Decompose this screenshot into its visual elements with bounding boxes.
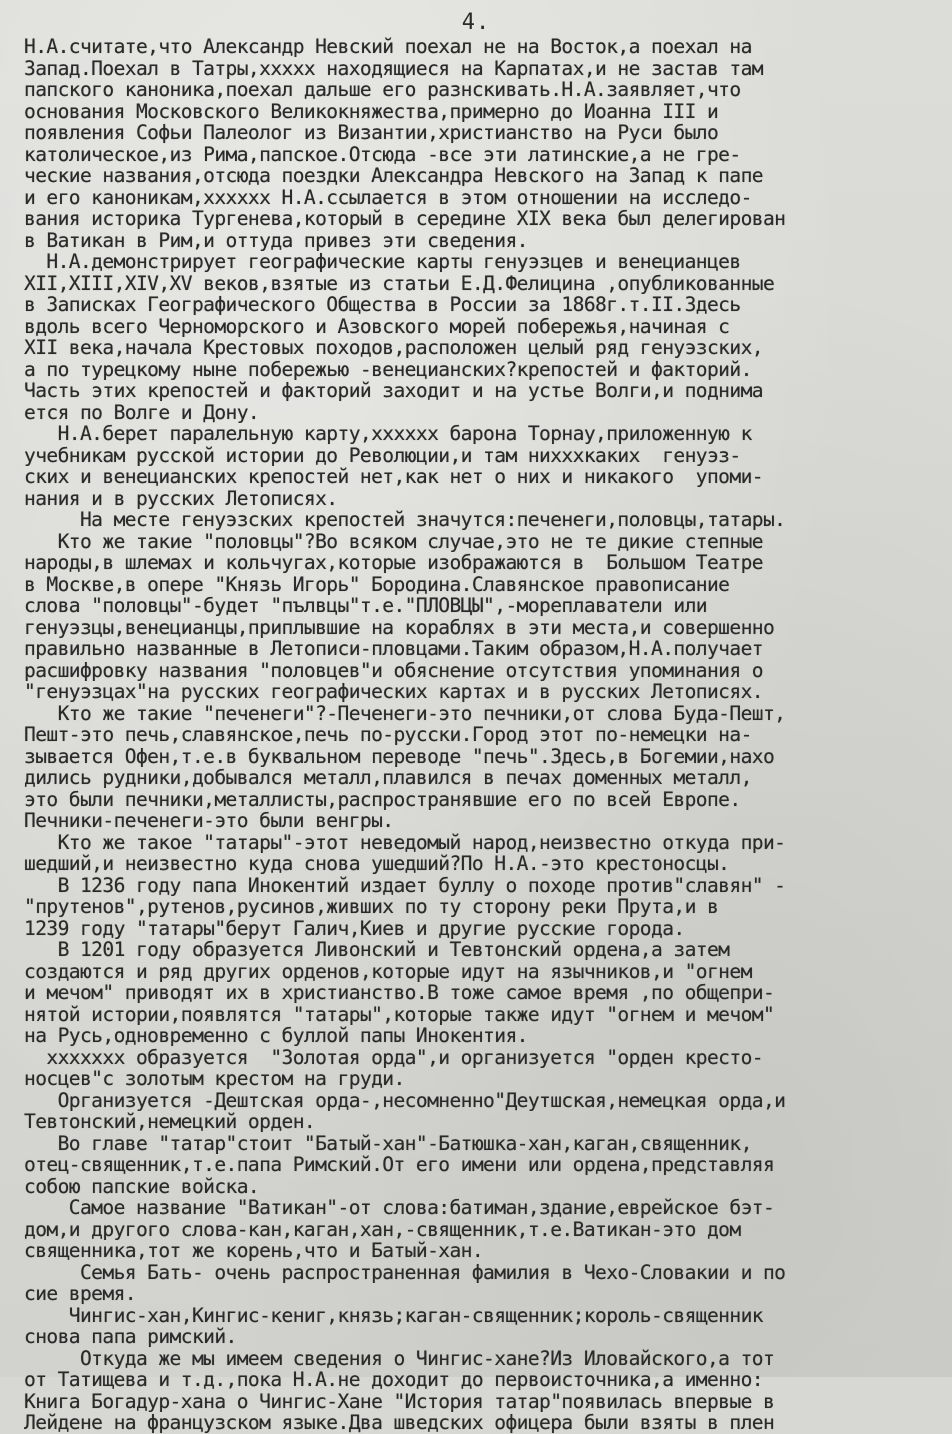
text-line: католическое,из Рима,папское.Отсюда -все эти латинские,а не гре- (24, 143, 741, 165)
text-line: вдоль всего Черноморского и Азовского морей побережья,начиная с (24, 315, 730, 337)
text-line: и его каноникам,xxxxxx Н.А.ссылается в этом отношении на исследо- (24, 186, 752, 208)
text-line: На месте генуэзских крепостей значутся:печенеги,половцы,татары. (24, 509, 786, 531)
text-line: слова "половцы"-будет "пълвцы"т.е."ПЛОВЦЫ",-мореплаватели или (24, 595, 707, 617)
text-line: XII,XIII,XIV,XV веков,взятые из статьи Е.Д.Фелицина ,опубликованные (24, 272, 775, 294)
text-line: учебникам русской истории до Революции,и там нихххкаких генуэз- (24, 444, 741, 466)
text-line: нятой истории,появлятся "татары",которые также идут "огнем и мечом" (24, 1003, 775, 1025)
text-line: Чингис-хан,Кингис-кениг,князь;каган-священник;король-священник (24, 1304, 763, 1326)
text-line: а по турецкому ныне побережью -венецианских?крепостей и факторий. (24, 358, 752, 380)
text-line: генуэзцы,венецианцы,приплывшие на кораблях в эти места,и совершенно (24, 616, 775, 638)
text-line: на Русь,одновременно с буллой папы Инокентия. (24, 1025, 528, 1047)
text-line: Организуется -Дештская орда-,несомненно"Деутшская,немецкая орда,и (24, 1089, 786, 1111)
text-line: основания Московского Великокняжества,примерно до Иоанна III и (24, 100, 719, 122)
text-line: и мечом" приводят их в христианство.В тоже самое время ,по общепри- (24, 982, 775, 1004)
text-line: Запад.Поехал в Татры,xxxxx находящиеся на Карпатах,и не застав там (24, 57, 763, 79)
text-line: отец-священник,т.е.папа Римский.От его имени или ордена,представляя (24, 1154, 775, 1176)
text-line: Н.А.демонстрирует географические карты генуэзцев и венецианцев (24, 251, 741, 273)
text-line: снова папа римский. (24, 1326, 237, 1348)
text-line: сие время. (24, 1283, 136, 1305)
text-line: народы,в шлемах и кольчугах,которые изображаются в Большом Театре (24, 552, 763, 574)
text-line: Семья Бать- очень распространенная фамилия в Чехо-Словакии и по (24, 1261, 786, 1283)
text-line: ческие названия,отсюда поездки Александра Невского на Запад к папе (24, 165, 763, 187)
text-line: Во главе "татар"стоит "Батый-хан"-Батюшка-хан,каган,священник, (24, 1132, 752, 1154)
text-line: ских и венецианских крепостей нет,как нет о них и никакого упоми- (24, 466, 763, 488)
text-line: Пешт-это печь,славянское,печь по-русски.Город этот по-немецки на- (24, 724, 752, 746)
text-line: "прутенов",рутенов,русинов,живших по ту сторону реки Прута,и в (24, 896, 719, 918)
text-line: XII века,начала Крестовых походов,расположен целый ряд генуэзских, (24, 337, 763, 359)
text-line: появления Софьи Палеолог из Византии,христианство на Руси было (24, 122, 719, 144)
text-line: ется по Волге и Дону. (24, 401, 260, 423)
page-body (24, 36, 940, 1434)
text-line: расшифровку названия "половцев"и обяснение отсутствия упоминания о (24, 659, 763, 681)
text-line: Часть этих крепостей и факторий заходит и на устье Волги,и поднима (24, 380, 763, 402)
text-line: Печники-печенеги-это были венгры. (24, 810, 394, 832)
text-line: собою папские войска. (24, 1175, 260, 1197)
text-line: Н.А.считате,что Александр Невский поехал не на Восток,а поехал на (24, 36, 752, 58)
text-line: священника,тот же корень,что и Батый-хан. (24, 1240, 484, 1262)
text-line: нания и в русских Летописях. (24, 487, 338, 509)
text-line: носцев"с золотым крестом на груди. (24, 1068, 405, 1090)
text-line: от Татищева и т.д.,пока Н.А.не доходит до первоисточника,а именно: (24, 1369, 763, 1391)
text-line: xxxxxxx образуется "Золотая орда",и организуется "орден кресто- (24, 1046, 763, 1068)
text-line: Тевтонский,немецкий орден. (24, 1111, 316, 1133)
text-line: Н.А.берет паралельную карту,xxxxxx барона Торнау,приложенную к (24, 423, 752, 445)
page-number: 4. (461, 10, 491, 35)
text-line: Самое название "Ватикан"-от слова:батиман,здание,еврейское бэт- (24, 1197, 775, 1219)
text-line: зывается Офен,т.е.в буквальном переводе "печь".Здесь,в Богемии,нахо (24, 745, 775, 767)
text-line: в Москве,в опере "Князь Игорь" Бородина.Славянское правописание (24, 573, 730, 595)
text-line: папского каноника,поехал дальше его разнскивать.Н.А.заявляет,что (24, 79, 741, 101)
text-line: дились рудники,добывался металл,плавился в печах доменных металл, (24, 767, 752, 789)
text-line: в Записках Географического Общества в России за 1868г.т.II.Здесь (24, 294, 741, 316)
text-line: правильно названные в Летописи-пловцами.Таким образом,Н.А.получает (24, 638, 763, 660)
text-line: В 1236 году папа Инокентий издает буллу о походе против"славян" - (24, 874, 786, 896)
text-line: Кто же такие "печенеги"?-Печенеги-это печники,от слова Буда-Пешт, (24, 702, 786, 724)
text-line: это были печники,металлисты,распространявшие его по всей Европе. (24, 788, 741, 810)
text-line: шедший,и неизвестно куда снова ушедший?По Н.А.-это крестоносцы. (24, 853, 730, 875)
text-line: создаются и ряд других орденов,которые идут на язычников,и "огнем (24, 960, 752, 982)
text-line: В 1201 году образуется Ливонский и Тевтонский ордена,а затем (24, 939, 730, 961)
text-line: вания историка Тургенева,который в середине XIX века был делегирован (24, 208, 786, 230)
text-line: "генуэзцах"на русских географических картах и в русских Летописях. (24, 681, 763, 703)
text-line: в Ватикан в Рим,и оттуда привез эти сведения. (24, 229, 528, 251)
text-line: Кто же такое "татары"-этот неведомый народ,неизвестно откуда при- (24, 831, 786, 853)
text-line: Книга Богадур-хана о Чингис-Хане "История татар"появилась впервые в (24, 1390, 775, 1412)
text-line: 1239 году "татары"берут Галич,Киев и другие русские города. (24, 917, 685, 939)
text-line: Откуда же мы имеем сведения о Чингис-хане?Из Иловайского,а тот (24, 1347, 775, 1369)
text-line: Кто же такие "половцы"?Во всяком случае,это не те дикие степные (24, 530, 763, 552)
text-line: дом,и другого слова-кан,каган,хан,-священник,т.е.Ватикан-это дом (24, 1218, 741, 1240)
text-line: Лейдене на французском языке.Два шведских офицера были взяты в плен (24, 1412, 775, 1434)
